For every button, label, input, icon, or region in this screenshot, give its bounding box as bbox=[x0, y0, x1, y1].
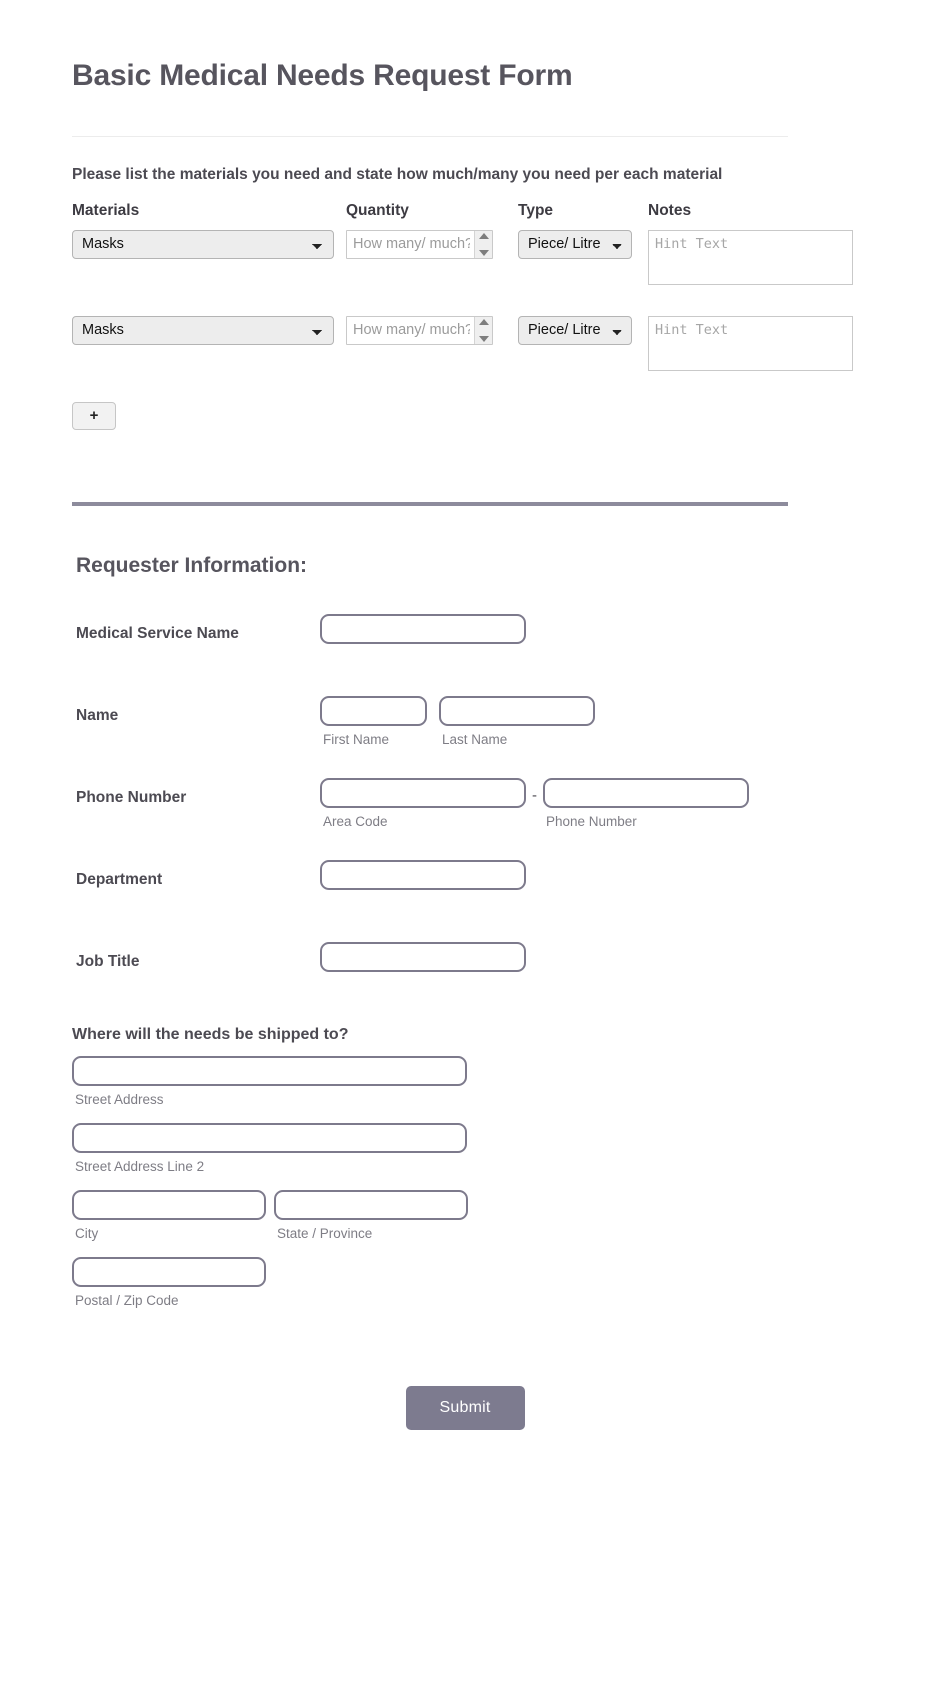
shipping-address-section bbox=[72, 1026, 858, 1308]
postal-code-sublabel: Postal / Zip Code bbox=[75, 1292, 179, 1308]
column-header-quantity: Quantity bbox=[346, 201, 409, 219]
postal-code-group bbox=[72, 1257, 858, 1308]
requester-information-heading: Requester Information: bbox=[76, 553, 308, 577]
column-header-type: Type bbox=[518, 201, 554, 219]
materials-section bbox=[72, 165, 858, 430]
state-province-input[interactable] bbox=[274, 1190, 468, 1220]
type-cell bbox=[518, 316, 636, 402]
street-address-2-control bbox=[72, 1123, 858, 1174]
label-department: Department bbox=[76, 870, 163, 888]
field-row-phone-number bbox=[72, 778, 858, 838]
materials-prompt: Please list the materials you need and state how much/many you need per each material bbox=[72, 166, 723, 183]
medical-service-name-group bbox=[320, 614, 526, 644]
street-address-sublabel: Street Address bbox=[75, 1091, 164, 1107]
quantity-spinner-row-2[interactable] bbox=[474, 317, 492, 344]
street-address-group bbox=[72, 1056, 858, 1107]
state-control bbox=[274, 1190, 468, 1241]
first-name-sublabel: First Name bbox=[323, 731, 390, 747]
type-select-row-1[interactable] bbox=[518, 230, 632, 259]
material-select-row-1[interactable] bbox=[72, 230, 334, 259]
submit-button[interactable]: Submit bbox=[406, 1386, 525, 1430]
street-address-input[interactable] bbox=[72, 1056, 467, 1086]
submit-container bbox=[72, 1386, 858, 1530]
field-row-medical-service-name bbox=[72, 614, 858, 674]
notes-cell bbox=[648, 316, 858, 402]
quantity-stepper-row-2 bbox=[346, 316, 493, 345]
controls-phone-number bbox=[320, 778, 749, 829]
quantity-input-row-1[interactable] bbox=[346, 230, 493, 259]
last-name-sublabel: Last Name bbox=[442, 731, 508, 747]
shipping-address-question: Where will the needs be shipped to? bbox=[72, 1025, 349, 1043]
field-row-department bbox=[72, 860, 858, 920]
postal-code-input[interactable] bbox=[72, 1257, 266, 1287]
label-medical-service-name: Medical Service Name bbox=[76, 624, 239, 642]
type-cell bbox=[518, 230, 636, 316]
area-code-sublabel: Area Code bbox=[323, 813, 388, 829]
area-code-group bbox=[320, 778, 526, 829]
material-cell bbox=[72, 316, 334, 402]
quantity-cell bbox=[346, 230, 506, 316]
quantity-cell bbox=[346, 316, 506, 402]
field-row-job-title bbox=[72, 942, 858, 1002]
last-name-input[interactable] bbox=[439, 696, 595, 726]
postal-code-control bbox=[72, 1257, 858, 1308]
label-phone-number: Phone Number bbox=[76, 788, 187, 806]
last-name-group bbox=[439, 696, 595, 747]
field-row-name bbox=[72, 696, 858, 756]
controls-name bbox=[320, 696, 595, 747]
label-name: Name bbox=[76, 706, 119, 724]
phone-number-input[interactable] bbox=[543, 778, 749, 808]
spinner-up-icon[interactable] bbox=[479, 233, 489, 239]
city-control bbox=[72, 1190, 266, 1241]
spinner-down-icon[interactable] bbox=[479, 336, 489, 342]
notes-cell bbox=[648, 230, 858, 316]
phone-number-group bbox=[543, 778, 749, 829]
column-header-notes: Notes bbox=[648, 201, 692, 219]
city-input[interactable] bbox=[72, 1190, 266, 1220]
job-title-input[interactable] bbox=[320, 942, 526, 972]
column-header-materials: Materials bbox=[72, 201, 140, 219]
phone-number-sublabel: Phone Number bbox=[546, 813, 637, 829]
quantity-stepper-row-1 bbox=[346, 230, 493, 259]
area-code-input[interactable] bbox=[320, 778, 526, 808]
notes-textarea-row-2[interactable] bbox=[648, 316, 853, 371]
add-row-container bbox=[72, 402, 858, 430]
quantity-input-row-2[interactable] bbox=[346, 316, 493, 345]
city-sublabel: City bbox=[75, 1225, 99, 1241]
street-address-2-sublabel: Street Address Line 2 bbox=[75, 1158, 205, 1174]
department-group bbox=[320, 860, 526, 890]
notes-textarea-row-1[interactable] bbox=[648, 230, 853, 285]
department-input[interactable] bbox=[320, 860, 526, 890]
material-select-row-2[interactable] bbox=[72, 316, 334, 345]
materials-grid bbox=[72, 202, 858, 402]
first-name-group bbox=[320, 696, 427, 747]
medical-service-name-input[interactable] bbox=[320, 614, 526, 644]
material-cell bbox=[72, 230, 334, 316]
add-material-row-button[interactable]: + bbox=[72, 402, 116, 430]
street-address-2-input[interactable] bbox=[72, 1123, 467, 1153]
type-select-row-2[interactable] bbox=[518, 316, 632, 345]
first-name-input[interactable] bbox=[320, 696, 427, 726]
street-address-2-group bbox=[72, 1123, 858, 1174]
title-divider bbox=[72, 136, 788, 137]
job-title-group bbox=[320, 942, 526, 972]
phone-separator: - bbox=[532, 786, 537, 804]
controls-job-title bbox=[320, 942, 526, 972]
street-address-control bbox=[72, 1056, 858, 1107]
quantity-spinner-row-1[interactable] bbox=[474, 231, 492, 258]
city-state-group bbox=[72, 1190, 858, 1241]
controls-medical-service-name bbox=[320, 614, 526, 644]
page-title: Basic Medical Needs Request Form bbox=[72, 59, 573, 92]
label-job-title: Job Title bbox=[76, 952, 140, 970]
controls-department bbox=[320, 860, 526, 890]
spinner-down-icon[interactable] bbox=[479, 250, 489, 256]
state-sublabel: State / Province bbox=[277, 1225, 373, 1241]
spinner-up-icon[interactable] bbox=[479, 319, 489, 325]
requester-fields bbox=[72, 614, 858, 1002]
